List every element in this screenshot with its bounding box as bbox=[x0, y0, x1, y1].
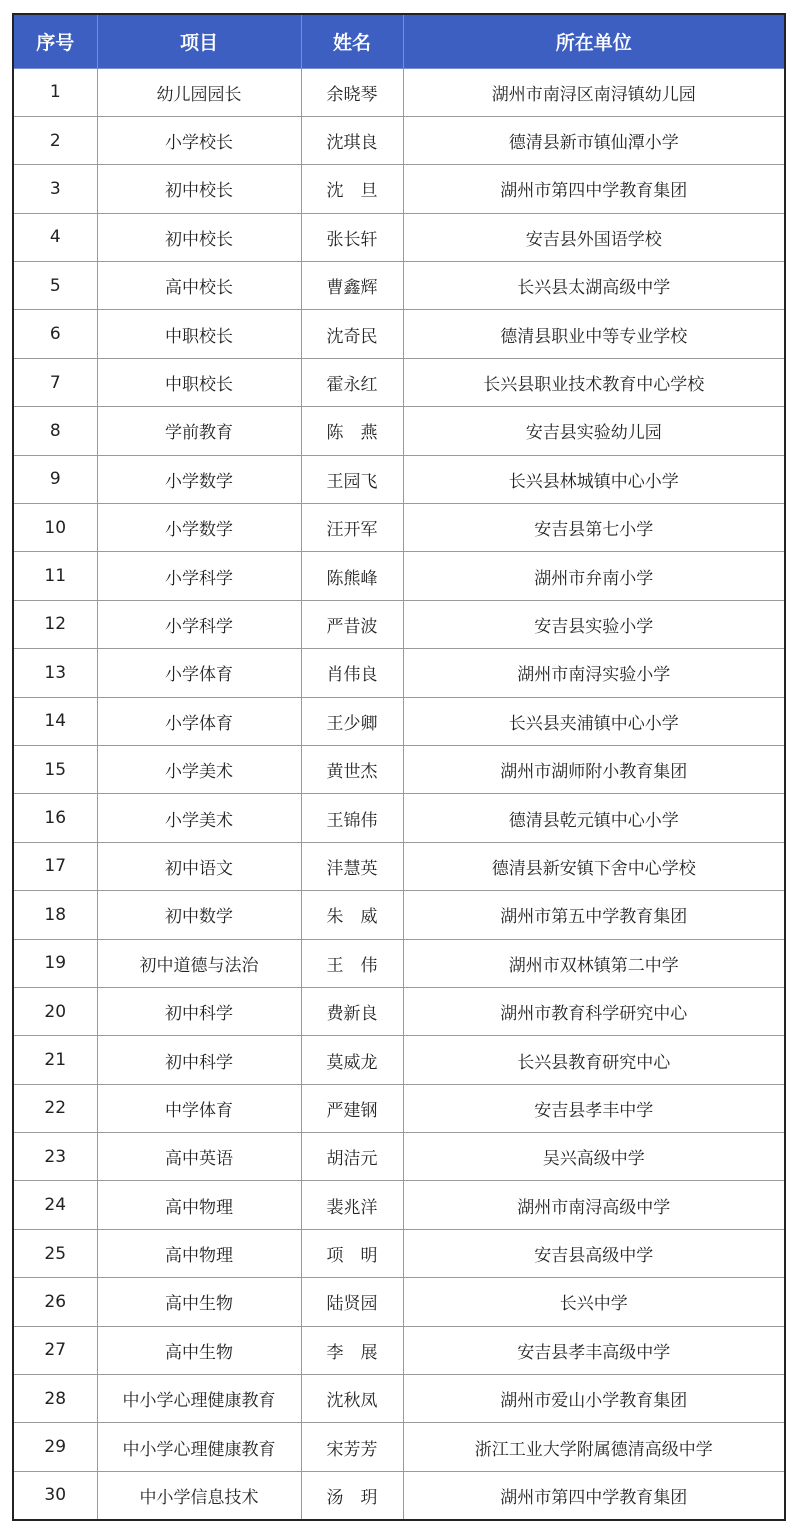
cell-name: 严昔波 bbox=[301, 600, 403, 648]
table-row bbox=[13, 842, 785, 890]
cell-unit: 长兴县职业技术教育中心学校 bbox=[403, 358, 785, 406]
cell-name: 莫威龙 bbox=[301, 1036, 403, 1084]
cell-no: 13 bbox=[13, 649, 97, 697]
cell-project: 高中生物 bbox=[97, 1326, 301, 1374]
table-row bbox=[13, 600, 785, 648]
cell-unit: 安吉县孝丰中学 bbox=[403, 1084, 785, 1132]
header-name: 姓名 bbox=[301, 14, 403, 68]
cell-no: 14 bbox=[13, 697, 97, 745]
cell-no: 17 bbox=[13, 842, 97, 890]
cell-unit: 吴兴高级中学 bbox=[403, 1133, 785, 1181]
cell-unit: 湖州市爱山小学教育集团 bbox=[403, 1375, 785, 1423]
cell-unit: 德清县职业中等专业学校 bbox=[403, 310, 785, 358]
cell-unit: 长兴县太湖高级中学 bbox=[403, 262, 785, 310]
cell-name: 汪开军 bbox=[301, 504, 403, 552]
cell-no: 18 bbox=[13, 891, 97, 939]
cell-no: 2 bbox=[13, 116, 97, 164]
cell-project: 小学体育 bbox=[97, 697, 301, 745]
cell-no: 28 bbox=[13, 1375, 97, 1423]
header-unit: 所在单位 bbox=[403, 14, 785, 68]
table-row bbox=[13, 794, 785, 842]
cell-no: 3 bbox=[13, 165, 97, 213]
table-row bbox=[13, 213, 785, 261]
cell-no: 12 bbox=[13, 600, 97, 648]
cell-no: 11 bbox=[13, 552, 97, 600]
cell-name: 王 伟 bbox=[301, 939, 403, 987]
cell-no: 26 bbox=[13, 1278, 97, 1326]
personnel-table bbox=[12, 13, 786, 1521]
cell-no: 7 bbox=[13, 358, 97, 406]
cell-name: 曹鑫辉 bbox=[301, 262, 403, 310]
cell-name: 王园飞 bbox=[301, 455, 403, 503]
cell-no: 8 bbox=[13, 407, 97, 455]
cell-unit: 湖州市湖师附小教育集团 bbox=[403, 745, 785, 793]
table-row bbox=[13, 1375, 785, 1423]
cell-no: 10 bbox=[13, 504, 97, 552]
cell-no: 30 bbox=[13, 1471, 97, 1519]
cell-no: 22 bbox=[13, 1084, 97, 1132]
table-row bbox=[13, 1084, 785, 1132]
cell-project: 初中校长 bbox=[97, 165, 301, 213]
cell-project: 中职校长 bbox=[97, 358, 301, 406]
table-row bbox=[13, 697, 785, 745]
table-row bbox=[13, 1423, 785, 1471]
table-row bbox=[13, 987, 785, 1035]
cell-name: 肖伟良 bbox=[301, 649, 403, 697]
table-row bbox=[13, 407, 785, 455]
cell-unit: 浙江工业大学附属德清高级中学 bbox=[403, 1423, 785, 1471]
table-row bbox=[13, 891, 785, 939]
cell-no: 24 bbox=[13, 1181, 97, 1229]
cell-name: 沈奇民 bbox=[301, 310, 403, 358]
cell-project: 初中数学 bbox=[97, 891, 301, 939]
table-row bbox=[13, 649, 785, 697]
cell-project: 中小学心理健康教育 bbox=[97, 1423, 301, 1471]
cell-name: 王锦伟 bbox=[301, 794, 403, 842]
table-container bbox=[12, 13, 786, 1521]
table-row bbox=[13, 455, 785, 503]
cell-no: 9 bbox=[13, 455, 97, 503]
table-row bbox=[13, 68, 785, 116]
cell-project: 初中道德与法治 bbox=[97, 939, 301, 987]
table-row bbox=[13, 1278, 785, 1326]
table-row bbox=[13, 310, 785, 358]
table-row bbox=[13, 1181, 785, 1229]
cell-project: 初中科学 bbox=[97, 987, 301, 1035]
table-row bbox=[13, 1471, 785, 1519]
cell-project: 学前教育 bbox=[97, 407, 301, 455]
table-row bbox=[13, 939, 785, 987]
cell-no: 23 bbox=[13, 1133, 97, 1181]
cell-unit: 安吉县实验幼儿园 bbox=[403, 407, 785, 455]
cell-unit: 安吉县第七小学 bbox=[403, 504, 785, 552]
cell-unit: 长兴县林城镇中心小学 bbox=[403, 455, 785, 503]
cell-unit: 安吉县外国语学校 bbox=[403, 213, 785, 261]
table-row bbox=[13, 116, 785, 164]
cell-project: 中学体育 bbox=[97, 1084, 301, 1132]
cell-unit: 长兴中学 bbox=[403, 1278, 785, 1326]
cell-no: 1 bbox=[13, 68, 97, 116]
cell-name: 霍永红 bbox=[301, 358, 403, 406]
cell-unit: 湖州市弁南小学 bbox=[403, 552, 785, 600]
cell-no: 21 bbox=[13, 1036, 97, 1084]
cell-unit: 湖州市南浔实验小学 bbox=[403, 649, 785, 697]
cell-name: 宋芳芳 bbox=[301, 1423, 403, 1471]
table-row bbox=[13, 262, 785, 310]
cell-unit: 安吉县孝丰高级中学 bbox=[403, 1326, 785, 1374]
table-header bbox=[13, 14, 785, 68]
table-row bbox=[13, 1133, 785, 1181]
cell-unit: 湖州市第四中学教育集团 bbox=[403, 165, 785, 213]
cell-no: 19 bbox=[13, 939, 97, 987]
header-project: 项目 bbox=[97, 14, 301, 68]
cell-name: 李 展 bbox=[301, 1326, 403, 1374]
cell-unit: 湖州市南浔高级中学 bbox=[403, 1181, 785, 1229]
cell-name: 朱 威 bbox=[301, 891, 403, 939]
cell-project: 高中物理 bbox=[97, 1181, 301, 1229]
cell-name: 裴兆洋 bbox=[301, 1181, 403, 1229]
table-row bbox=[13, 165, 785, 213]
header-no: 序号 bbox=[13, 14, 97, 68]
cell-project: 高中物理 bbox=[97, 1229, 301, 1277]
cell-project: 初中科学 bbox=[97, 1036, 301, 1084]
cell-no: 16 bbox=[13, 794, 97, 842]
header-row bbox=[13, 14, 785, 68]
cell-name: 胡洁元 bbox=[301, 1133, 403, 1181]
cell-name: 沈琪良 bbox=[301, 116, 403, 164]
cell-project: 小学美术 bbox=[97, 745, 301, 793]
cell-name: 余晓琴 bbox=[301, 68, 403, 116]
cell-unit: 德清县新安镇下舍中心学校 bbox=[403, 842, 785, 890]
cell-no: 27 bbox=[13, 1326, 97, 1374]
table-row bbox=[13, 745, 785, 793]
cell-unit: 长兴县夹浦镇中心小学 bbox=[403, 697, 785, 745]
cell-project: 初中语文 bbox=[97, 842, 301, 890]
cell-project: 小学数学 bbox=[97, 455, 301, 503]
cell-project: 小学美术 bbox=[97, 794, 301, 842]
cell-no: 20 bbox=[13, 987, 97, 1035]
table-row bbox=[13, 358, 785, 406]
cell-unit: 湖州市教育科学研究中心 bbox=[403, 987, 785, 1035]
table-row bbox=[13, 1229, 785, 1277]
cell-no: 6 bbox=[13, 310, 97, 358]
cell-no: 4 bbox=[13, 213, 97, 261]
cell-name: 汤 玥 bbox=[301, 1471, 403, 1519]
cell-project: 初中校长 bbox=[97, 213, 301, 261]
cell-name: 王少卿 bbox=[301, 697, 403, 745]
cell-no: 25 bbox=[13, 1229, 97, 1277]
cell-unit: 湖州市第四中学教育集团 bbox=[403, 1471, 785, 1519]
cell-project: 高中校长 bbox=[97, 262, 301, 310]
cell-name: 项 明 bbox=[301, 1229, 403, 1277]
cell-project: 小学科学 bbox=[97, 600, 301, 648]
cell-project: 中小学心理健康教育 bbox=[97, 1375, 301, 1423]
cell-project: 幼儿园园长 bbox=[97, 68, 301, 116]
table-body bbox=[13, 68, 785, 1520]
cell-project: 中小学信息技术 bbox=[97, 1471, 301, 1519]
cell-project: 高中英语 bbox=[97, 1133, 301, 1181]
cell-unit: 德清县乾元镇中心小学 bbox=[403, 794, 785, 842]
cell-no: 29 bbox=[13, 1423, 97, 1471]
cell-unit: 湖州市双林镇第二中学 bbox=[403, 939, 785, 987]
cell-name: 严建钢 bbox=[301, 1084, 403, 1132]
cell-project: 小学校长 bbox=[97, 116, 301, 164]
cell-name: 陈 燕 bbox=[301, 407, 403, 455]
cell-project: 高中生物 bbox=[97, 1278, 301, 1326]
cell-name: 张长轩 bbox=[301, 213, 403, 261]
cell-project: 小学数学 bbox=[97, 504, 301, 552]
cell-unit: 长兴县教育研究中心 bbox=[403, 1036, 785, 1084]
cell-unit: 湖州市第五中学教育集团 bbox=[403, 891, 785, 939]
cell-project: 小学科学 bbox=[97, 552, 301, 600]
cell-unit: 德清县新市镇仙潭小学 bbox=[403, 116, 785, 164]
table-row bbox=[13, 1326, 785, 1374]
cell-no: 15 bbox=[13, 745, 97, 793]
table-row bbox=[13, 1036, 785, 1084]
cell-unit: 安吉县实验小学 bbox=[403, 600, 785, 648]
cell-project: 中职校长 bbox=[97, 310, 301, 358]
cell-name: 陆贤园 bbox=[301, 1278, 403, 1326]
cell-name: 陈熊峰 bbox=[301, 552, 403, 600]
cell-no: 5 bbox=[13, 262, 97, 310]
cell-name: 沣慧英 bbox=[301, 842, 403, 890]
cell-name: 沈秋凤 bbox=[301, 1375, 403, 1423]
table-row bbox=[13, 504, 785, 552]
cell-project: 小学体育 bbox=[97, 649, 301, 697]
cell-name: 黄世杰 bbox=[301, 745, 403, 793]
table-row bbox=[13, 552, 785, 600]
cell-name: 费新良 bbox=[301, 987, 403, 1035]
cell-unit: 湖州市南浔区南浔镇幼儿园 bbox=[403, 68, 785, 116]
cell-unit: 安吉县高级中学 bbox=[403, 1229, 785, 1277]
cell-name: 沈 旦 bbox=[301, 165, 403, 213]
